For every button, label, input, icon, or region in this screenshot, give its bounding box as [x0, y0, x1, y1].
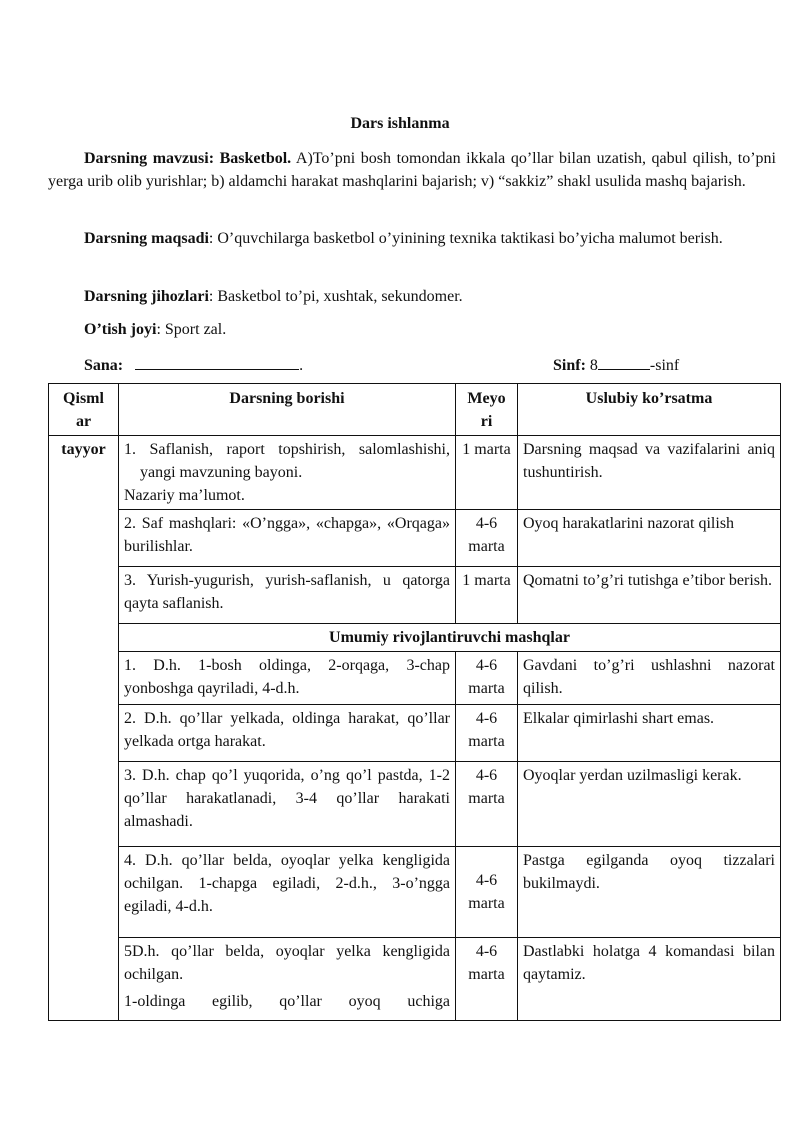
table-row — [49, 510, 781, 567]
lesson-plan-table — [48, 383, 781, 1021]
row-norm: 4-6 marta — [456, 652, 518, 705]
date-blank-line — [135, 353, 299, 370]
lesson-topic-text: A)To’pni bosh tomondan ikkala qo’llar bilan uzatish, qabul qilish, to’pni yerga urib olib yurishlar; b) aldamchi harakat mashqlarini bajarish; v) “sakkiz” shakl usulida mashq bajarish. — [48, 150, 776, 190]
row-norm: 4-6 marta — [456, 705, 518, 762]
table-row — [49, 705, 781, 762]
lesson-goal-label: Darsning maqsadi — [84, 230, 209, 247]
document-title: Dars ishlanma — [350, 115, 450, 132]
lesson-place-label: O’tish joyi — [84, 321, 157, 338]
row-content-main: 5D.h. qo’llar belda, oyoqlar yelka kengligida ochilgan. — [124, 943, 450, 983]
table-row — [49, 652, 781, 705]
date-field — [84, 353, 303, 377]
grade-prefix: 8 — [589, 357, 598, 374]
lesson-topic — [48, 147, 776, 193]
lesson-topic-label: Darsning mavzusi: Basketbol. — [84, 150, 292, 167]
row-content: 2. Saf mashqlari: «O’ngga», «chapga», «Orqaga» burilishlar. — [119, 510, 456, 567]
row-norm: 1 marta — [456, 567, 518, 624]
part-label: tayyor — [49, 436, 119, 1021]
row-content: 4. D.h. qo’llar belda, oyoqlar yelka kengligida ochilgan. 1-chapga egiladi, 2-d.h., 3-o’ngga egiladi, 4-d.h. — [119, 847, 456, 938]
lesson-equipment-text: : Basketbol to’pi, xushtak, sekundomer. — [208, 288, 463, 305]
row-note: Pastga egilganda oyoq tizzalari bukilmaydi. — [518, 847, 781, 938]
row-content-extra: Nazariy ma’lumot. — [124, 487, 245, 504]
row-content — [119, 436, 456, 510]
row-note: Gavdani to’g’ri ushlashni nazorat qilish. — [518, 652, 781, 705]
row-content: 2. D.h. qo’llar yelkada, oldinga harakat, qo’llar yelkada ortga harakat. — [119, 705, 456, 762]
lesson-place-text: : Sport zal. — [156, 321, 227, 338]
row-norm: 4-6 marta — [456, 510, 518, 567]
lesson-place — [48, 318, 776, 341]
row-norm: 1 marta — [456, 436, 518, 510]
row-note: Darsning maqsad va vazifalarini aniq tushuntirish. — [518, 436, 781, 510]
row-note: Oyoqlar yerdan uzilmasligi kerak. — [518, 762, 781, 847]
date-label: Sana: — [84, 357, 124, 374]
section-title: Umumiy rivojlantiruvchi mashqlar — [119, 624, 781, 652]
table-row — [49, 567, 781, 624]
table-row — [49, 938, 781, 1021]
row-content-extra: 1-oldinga egilib, qo’llar oyoq uchiga — [124, 993, 450, 1010]
row-norm: 4-6 marta — [456, 762, 518, 847]
section-row — [49, 624, 781, 652]
row-note: Dastlabki holatga 4 komandasi bilan qaytamiz. — [518, 938, 781, 1021]
header-part: Qisml ar — [49, 384, 119, 436]
row-content: 3. D.h. chap qo’l yuqorida, o’ng qo’l pastda, 1-2 qo’llar harakatlanadi, 3-4 qo’llar harakati almashadi. — [119, 762, 456, 847]
header-norm: Meyo ri — [456, 384, 518, 436]
grade-suffix: -sinf — [649, 357, 680, 374]
table-row — [49, 436, 781, 510]
grade-field — [553, 353, 679, 377]
date-suffix: . — [299, 357, 304, 374]
row-content — [119, 938, 456, 1021]
row-content: 1. D.h. 1-bosh oldinga, 2-orqaga, 3-chap yonboshga qayriladi, 4-d.h. — [119, 652, 456, 705]
row-note: Oyoq harakatlarini nazorat qilish — [518, 510, 781, 567]
table-row — [49, 847, 781, 938]
lesson-goal-text: : O’quvchilarga basketbol o’yinining texnika taktikasi bo’yicha malumot berish. — [208, 230, 723, 247]
header-method-note: Uslubiy ko’rsatma — [518, 384, 781, 436]
row-norm: 4-6 marta — [456, 938, 518, 1021]
row-note: Elkalar qimirlashi shart emas. — [518, 705, 781, 762]
lesson-goal — [48, 227, 776, 250]
row-content-main: 1. Saflanish, raport topshirish, salomlashishi, yangi mavzuning bayoni. — [124, 441, 450, 481]
grade-label: Sinf: — [553, 357, 586, 374]
row-note: Qomatni to’g’ri tutishga e’tibor berish. — [518, 567, 781, 624]
grade-blank-line — [598, 353, 650, 370]
lesson-equipment — [48, 285, 776, 308]
table-row — [49, 762, 781, 847]
date-grade-row — [84, 353, 714, 376]
header-lesson-flow: Darsning borishi — [119, 384, 456, 436]
table-header-row — [49, 384, 781, 436]
row-norm: 4-6 marta — [456, 847, 518, 938]
row-content-clip — [124, 940, 450, 1012]
row-content: 3. Yurish-yugurish, yurish-saflanish, u qatorga qayta saflanish. — [119, 567, 456, 624]
lesson-equipment-label: Darsning jihozlari — [84, 288, 209, 305]
